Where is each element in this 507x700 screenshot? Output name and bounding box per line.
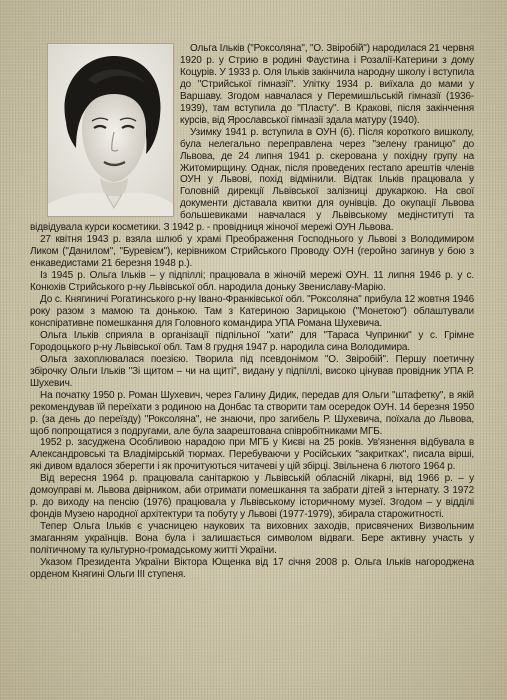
paragraph-poetry: Ольга захоплювалася поезією. Творила під псевдонімом "О. Звіробій". Першу поетичну збірочку Ольги Ільків "Зі щитом – чи на щиті", видану у підпіллі, високо цінував провідник УПА Р. Шухевич.	[30, 353, 474, 389]
paragraph-award: Указом Президента України Віктора Ющенка від 17 січня 2008 р. Ольга Ільків нагороджена орденом Княгині Ольги ІІІ ступеня.	[30, 556, 474, 580]
paragraph-hrimne: Ольга Ільків сприяла в організації підпільної "хати" для "Тараса Чупринки" у с. Грімне Городоцького р-ну Львівської обл. Там 8 грудня 1947 р. народила сина Володимира.	[30, 329, 474, 353]
paragraph-underground: Із 1945 р. Ольга Ільків – у підпіллі; працювала в жіночій мережі ОУН. 11 липня 1946 р. у с. Конюхів Стрийського р-ну Львівської обл. народила доньку Звениславу-Марію.	[30, 270, 474, 294]
paragraph-present: Тепер Ольга Ільків є учасницею наукових та виховних заходів, присвячених Визвольним змаганням українців. Вона була і залишається символом відваги. Бере активну участь у політичному та культурно-громадському житті України.	[30, 521, 474, 557]
paragraph-arrest: На початку 1950 р. Роман Шухевич, через Галину Дидик, передав для Ольги "штафетку", в якій рекомендував їй переїхати з родиною на Донбас та створити там осередок ОУН. 14 березня 1950 р. (за день до переїзду) "Роксоляна", не знаючи, про загибель Р. Шухевича, поїхала до Львова, щоб попрощатися з подругами, але була заарештована співробітниками МГБ.	[30, 389, 474, 437]
paragraph-imprisonment: 1952 р. засуджена Особливою нарадою при МГБ у Києві на 25 років. Ув'язнення відбувала в Александровські та Владімірській тюрмах. Перебуваючи у Російських "закритках", писала вірші, які дивом вдалося зберегти і як прочитуються читачеві у цій збірці. Звільнена 6 лютого 1964 р.	[30, 437, 474, 473]
paragraph-oun-1941: Узимку 1941 р. вступила в ОУН (б). Після короткого вишколу, була нелегально переправлена через "зелену границю" до Львова, де 24 липня 1941 р. скерована у похідну групу на Житомирщину. Однак, після проведених гестапо арештів членів ОУН у Львові, похід відмінили. Відтак Ільків працювала у Головній дирекції Львівської залізниці друкаркою. На свої документи діставала квитки для оунівців. До окупації Львова большевиками навчалася у Львівському медінституті та відвідувала курси косметики. З 1942 р. - провідниця жіночої мережі ОУН Львова.	[30, 126, 474, 234]
photo-spacer	[30, 43, 180, 217]
paragraph-marriage: 27 квітня 1943 р. взяла шлюб у храмі Преображення Господнього у Львові з Володимиром Ликом ("Данилом", "Буревієм"), керівником Стрийського Проводу ОУН (геройно загинув у бою з енкаведистами 21 березня 1948 р.).	[30, 234, 474, 270]
paragraph-work: Від вересня 1964 р. працювала санітаркою у Львівській обласній лікарні, від 1966 р. – у домоуправі м. Львова двірником, аби отримати помешкання та забрати дітей з інтернату. З 1972 р. до виходу на пенсію (1976) працювала у Львівському історичному музеї. Згодом – у відділі фондів Музею народної архітектури та побуту у Львові (1977-1979), збирала старожитності.	[30, 473, 474, 521]
paragraph-knyahynychi: До с. Княгиничі Рогатинського р-ну Івано-Франківської обл. "Роксоляна" прибула 12 жовтня 1946 року разом з мамою та донькою. Там з Катериною Зарицькою ("Монетою") облаштували конспіративне помешкання для Головного командира УПА Романа Шухевича.	[30, 294, 474, 329]
paragraph-birth: Ольга Ільків ("Роксоляна", "О. Звіробій") народилася 21 червня 1920 р. у Стрию в родині Фаустина і Розалії-Катерини з дому Коцурів. У 1933 р. Оля Ільків закінчила народну школу і вступила до "Стрийської гімназії". Улітку 1934 р. виїхала до мами у Варшаву. Згодом навчалася у Перемишльській гімназії (1936-1939), там вступила до "Пласту". В Кракові, після закінчення курсів, від Ярославської гімназії здала матуру (1940).	[180, 43, 475, 126]
biography-text	[30, 43, 474, 673]
